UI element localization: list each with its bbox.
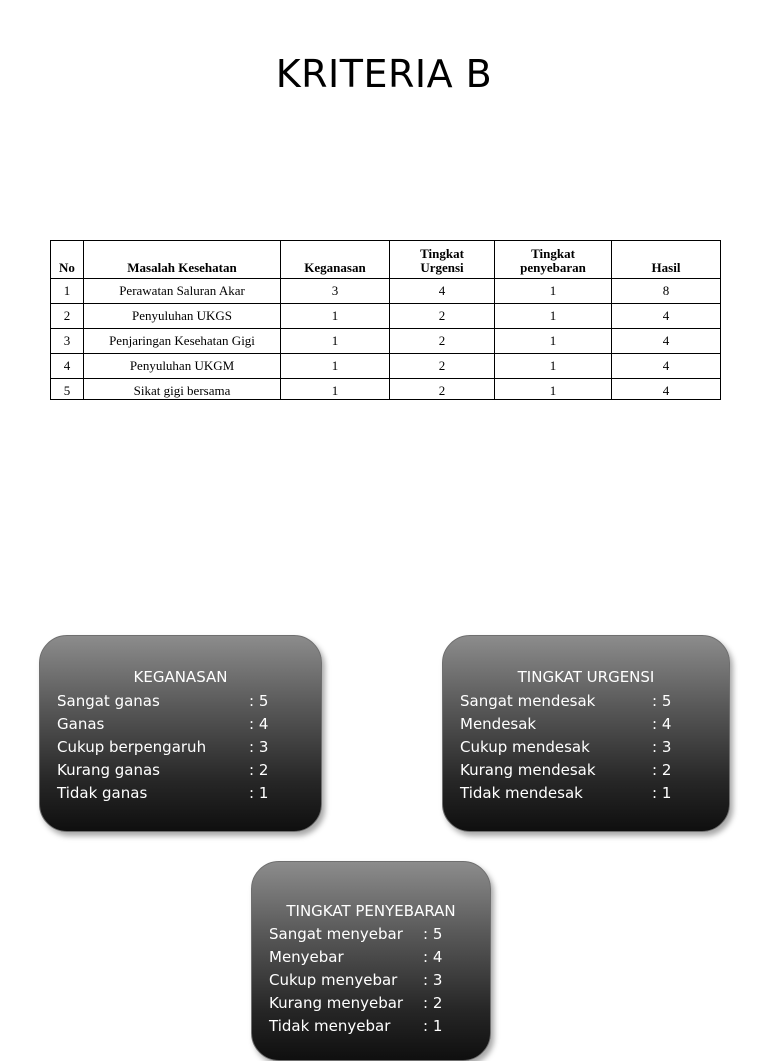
item-value: : 2 xyxy=(249,761,269,779)
cell-keganasan: 1 xyxy=(281,379,390,400)
header-urgensi-line2: Urgensi xyxy=(420,260,464,275)
item-value: : 3 xyxy=(249,738,269,756)
cell-keganasan: 1 xyxy=(281,329,390,354)
cell-urgensi: 4 xyxy=(390,279,495,304)
cell-no: 4 xyxy=(51,354,84,379)
cell-hasil: 4 xyxy=(612,379,721,400)
item-value: : 3 xyxy=(652,738,672,756)
cell-no: 1 xyxy=(51,279,84,304)
header-no: No xyxy=(51,241,84,279)
table-row xyxy=(51,379,721,400)
header-urgensi xyxy=(390,241,495,279)
cell-hasil: 4 xyxy=(612,304,721,329)
keganasan-box xyxy=(39,635,322,832)
cell-penyebaran: 1 xyxy=(495,279,612,304)
item-label: Cukup menyebar xyxy=(269,971,398,989)
penyebaran-box-title: TINGKAT PENYEBARAN xyxy=(286,902,456,920)
item-value: : 1 xyxy=(652,784,672,802)
cell-no: 2 xyxy=(51,304,84,329)
item-value: : 5 xyxy=(652,692,672,710)
cell-hasil: 4 xyxy=(612,354,721,379)
table-row xyxy=(51,279,721,304)
item-value: : 5 xyxy=(423,925,443,943)
header-masalah: Masalah Kesehatan xyxy=(84,241,281,279)
cell-penyebaran: 1 xyxy=(495,329,612,354)
header-penyebaran xyxy=(495,241,612,279)
item-label: Kurang menyebar xyxy=(269,994,404,1012)
table-row xyxy=(51,354,721,379)
header-penyebaran-line2: penyebaran xyxy=(520,260,586,275)
urgensi-box-title: TINGKAT URGENSI xyxy=(517,668,655,686)
page-title: KRITERIA B xyxy=(275,52,493,96)
item-label: Menyebar xyxy=(269,948,344,966)
cell-urgensi: 2 xyxy=(390,354,495,379)
item-label: Kurang mendesak xyxy=(460,761,596,779)
table-row xyxy=(51,304,721,329)
cell-penyebaran: 1 xyxy=(495,304,612,329)
penyebaran-box xyxy=(251,861,491,1061)
item-label: Ganas xyxy=(57,715,105,733)
item-label: Sangat menyebar xyxy=(269,925,403,943)
cell-masalah: Perawatan Saluran Akar xyxy=(84,279,281,304)
item-value: : 1 xyxy=(249,784,269,802)
item-value: : 2 xyxy=(652,761,672,779)
item-value: : 3 xyxy=(423,971,443,989)
cell-keganasan: 3 xyxy=(281,279,390,304)
header-urgensi-line1: Tingkat xyxy=(420,246,464,261)
cell-penyebaran: 1 xyxy=(495,354,612,379)
item-label: Sangat ganas xyxy=(57,692,160,710)
cell-keganasan: 1 xyxy=(281,354,390,379)
item-label: Tidak menyebar xyxy=(269,1017,391,1035)
table-header-row xyxy=(51,241,721,279)
cell-urgensi: 2 xyxy=(390,304,495,329)
header-penyebaran-line1: Tingkat xyxy=(531,246,575,261)
cell-urgensi: 2 xyxy=(390,329,495,354)
cell-masalah: Penyuluhan UKGS xyxy=(84,304,281,329)
cell-masalah: Penjaringan Kesehatan Gigi xyxy=(84,329,281,354)
cell-urgensi: 2 xyxy=(390,379,495,400)
item-label: Kurang ganas xyxy=(57,761,160,779)
urgensi-box xyxy=(442,635,730,832)
header-keganasan: Keganasan xyxy=(281,241,390,279)
cell-masalah: Penyuluhan UKGM xyxy=(84,354,281,379)
item-label: Mendesak xyxy=(460,715,537,733)
header-hasil: Hasil xyxy=(612,241,721,279)
item-value: : 4 xyxy=(652,715,672,733)
cell-penyebaran: 1 xyxy=(495,379,612,400)
item-label: Sangat mendesak xyxy=(460,692,596,710)
cell-keganasan: 1 xyxy=(281,304,390,329)
cell-masalah: Sikat gigi bersama xyxy=(84,379,281,400)
kriteria-table xyxy=(50,240,721,400)
cell-no: 3 xyxy=(51,329,84,354)
cell-hasil: 8 xyxy=(612,279,721,304)
item-label: Tidak mendesak xyxy=(460,784,583,802)
item-value: : 1 xyxy=(423,1017,443,1035)
item-value: : 2 xyxy=(423,994,443,1012)
item-value: : 4 xyxy=(249,715,269,733)
item-label: Tidak ganas xyxy=(57,784,148,802)
cell-hasil: 4 xyxy=(612,329,721,354)
table-row xyxy=(51,329,721,354)
item-value: : 4 xyxy=(423,948,443,966)
keganasan-box-title: KEGANASAN xyxy=(133,668,228,686)
item-label: Cukup mendesak xyxy=(460,738,590,756)
item-label: Cukup berpengaruh xyxy=(57,738,207,756)
cell-no: 5 xyxy=(51,379,84,400)
item-value: : 5 xyxy=(249,692,269,710)
